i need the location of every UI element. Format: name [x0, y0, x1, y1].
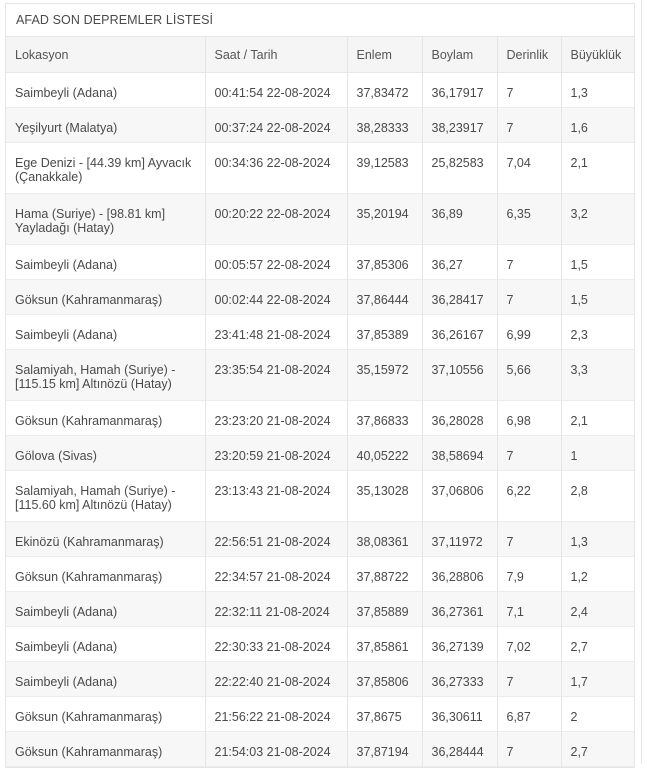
cell-depth: 7,04 [497, 142, 561, 193]
column-header-depth: Derinlik [497, 37, 561, 72]
cell-magnitude: 1 [570, 448, 578, 463]
table-row [6, 349, 634, 400]
cell-time-date: 00:02:44 22-08-2024 [205, 279, 347, 314]
table-body [6, 72, 634, 766]
cell-latitude: 35,13028 [347, 470, 422, 521]
cell-time-date: 00:20:22 22-08-2024 [205, 193, 347, 244]
column-header-longitude: Boylam [422, 37, 497, 72]
table-row [6, 556, 634, 591]
cell-longitude: 36,89 [422, 193, 497, 244]
cell-latitude: 37,83472 [347, 72, 422, 107]
cell-latitude: 40,05222 [347, 435, 422, 470]
cell-depth: 7 [497, 521, 561, 556]
cell-time-date: 22:32:11 21-08-2024 [205, 591, 347, 626]
cell-latitude: 37,85306 [347, 244, 422, 279]
cell-magnitude: 2,1 [570, 413, 588, 428]
cell-magnitude: 3,3 [570, 362, 588, 377]
cell-latitude: 37,85389 [347, 314, 422, 349]
cell-latitude: 35,20194 [347, 193, 422, 244]
cell-time-date: 22:56:51 21-08-2024 [205, 521, 347, 556]
cell-latitude: 35,15972 [347, 349, 422, 400]
cell-latitude: 37,88722 [347, 556, 422, 591]
cell-location: Salamiyah, Hamah (Suriye) - [115.15 km] Altınözü (Hatay) [6, 349, 205, 400]
cell-depth: 7,9 [497, 556, 561, 591]
cell-longitude: 38,23917 [422, 107, 497, 142]
cell-depth: 7 [497, 107, 561, 142]
cell-longitude: 36,28806 [422, 556, 497, 591]
cell-time-date: 23:41:48 21-08-2024 [205, 314, 347, 349]
cell-time-date: 23:23:20 21-08-2024 [205, 400, 347, 435]
cell-longitude: 36,28444 [422, 731, 497, 766]
cell-magnitude: 1,2 [570, 569, 588, 584]
cell-latitude: 37,85806 [347, 661, 422, 696]
earthquake-table [6, 37, 634, 767]
cell-depth: 6,99 [497, 314, 561, 349]
table-row [6, 696, 634, 731]
cell-time-date: 00:41:54 22-08-2024 [205, 72, 347, 107]
column-header-latitude: Enlem [347, 37, 422, 72]
cell-longitude: 25,82583 [422, 142, 497, 193]
cell-location: Saimbeyli (Adana) [6, 591, 205, 626]
cell-time-date: 23:13:43 21-08-2024 [205, 470, 347, 521]
cell-longitude: 36,28417 [422, 279, 497, 314]
cell-location: Salamiyah, Hamah (Suriye) - [115.60 km] Altınözü (Hatay) [6, 470, 205, 521]
cell-time-date: 23:20:59 21-08-2024 [205, 435, 347, 470]
cell-latitude: 37,86444 [347, 279, 422, 314]
column-header-location: Lokasyon [6, 37, 205, 72]
cell-longitude: 36,28028 [422, 400, 497, 435]
cell-time-date: 22:34:57 21-08-2024 [205, 556, 347, 591]
cell-magnitude: 2,7 [570, 639, 588, 654]
cell-magnitude: 2,3 [570, 327, 588, 342]
cell-magnitude: 3,2 [570, 206, 588, 221]
cell-location: Saimbeyli (Adana) [6, 72, 205, 107]
column-header-time-date: Saat / Tarih [205, 37, 347, 72]
cell-depth: 7 [497, 279, 561, 314]
cell-location: Saimbeyli (Adana) [6, 244, 205, 279]
cell-depth: 7,1 [497, 591, 561, 626]
cell-magnitude: 1,5 [570, 257, 588, 272]
cell-magnitude: 1,6 [570, 120, 588, 135]
cell-longitude: 37,11972 [422, 521, 497, 556]
table-header-row [6, 37, 634, 72]
cell-location: Saimbeyli (Adana) [6, 314, 205, 349]
cell-longitude: 36,27361 [422, 591, 497, 626]
table-row [6, 142, 634, 193]
cell-magnitude: 1,3 [570, 85, 588, 100]
cell-location: Göksun (Kahramanmaraş) [6, 731, 205, 766]
cell-time-date: 21:56:22 21-08-2024 [205, 696, 347, 731]
table-row [6, 626, 634, 661]
table-row [6, 470, 634, 521]
cell-location: Hama (Suriye) - [98.81 km] Yayladağı (Hatay) [6, 193, 205, 244]
cell-location: Yeşilyurt (Malatya) [6, 107, 205, 142]
cell-location: Saimbeyli (Adana) [6, 626, 205, 661]
cell-location: Gölova (Sivas) [6, 435, 205, 470]
cell-depth: 7 [497, 72, 561, 107]
cell-time-date: 00:05:57 22-08-2024 [205, 244, 347, 279]
cell-longitude: 36,17917 [422, 72, 497, 107]
cell-magnitude: 2,1 [570, 155, 588, 170]
table-row [6, 400, 634, 435]
cell-location: Göksun (Kahramanmaraş) [6, 279, 205, 314]
table-row [6, 591, 634, 626]
cell-time-date: 00:34:36 22-08-2024 [205, 142, 347, 193]
cell-depth: 6,35 [497, 193, 561, 244]
cell-depth: 7,02 [497, 626, 561, 661]
cell-magnitude: 2,4 [570, 604, 588, 619]
cell-magnitude: 1,7 [570, 674, 588, 689]
table-row [6, 521, 634, 556]
cell-magnitude: 1,3 [570, 534, 588, 549]
table-row [6, 731, 634, 766]
cell-location: Saimbeyli (Adana) [6, 661, 205, 696]
cell-latitude: 38,08361 [347, 521, 422, 556]
cell-depth: 6,87 [497, 696, 561, 731]
cell-longitude: 36,26167 [422, 314, 497, 349]
cell-time-date: 23:35:54 21-08-2024 [205, 349, 347, 400]
cell-location: Ege Denizi - [44.39 km] Ayvacık (Çanakkale) [6, 142, 205, 193]
table-row [6, 279, 634, 314]
cell-time-date: 22:30:33 21-08-2024 [205, 626, 347, 661]
cell-location: Göksun (Kahramanmaraş) [6, 400, 205, 435]
cell-magnitude: 2,7 [570, 744, 588, 759]
table-row [6, 435, 634, 470]
cell-depth: 7 [497, 435, 561, 470]
table-row [6, 244, 634, 279]
cell-latitude: 39,12583 [347, 142, 422, 193]
cell-longitude: 37,06806 [422, 470, 497, 521]
cell-latitude: 37,85861 [347, 626, 422, 661]
cell-location: Göksun (Kahramanmaraş) [6, 696, 205, 731]
cell-location: Göksun (Kahramanmaraş) [6, 556, 205, 591]
cell-time-date: 21:54:03 21-08-2024 [205, 731, 347, 766]
cell-depth: 5,66 [497, 349, 561, 400]
cell-latitude: 37,85889 [347, 591, 422, 626]
cell-longitude: 36,27139 [422, 626, 497, 661]
cell-longitude: 36,27333 [422, 661, 497, 696]
table-row [6, 72, 634, 107]
table-row [6, 107, 634, 142]
cell-depth: 7 [497, 244, 561, 279]
table-row [6, 314, 634, 349]
cell-location: Ekinözü (Kahramanmaraş) [6, 521, 205, 556]
cell-longitude: 36,27 [422, 244, 497, 279]
cell-latitude: 37,87194 [347, 731, 422, 766]
scrollbar-track[interactable] [641, 0, 642, 764]
cell-longitude: 37,10556 [422, 349, 497, 400]
earthquake-list-panel [5, 3, 635, 768]
cell-magnitude: 2 [570, 709, 578, 724]
cell-latitude: 37,86833 [347, 400, 422, 435]
cell-latitude: 38,28333 [347, 107, 422, 142]
cell-longitude: 36,30611 [422, 696, 497, 731]
cell-time-date: 00:37:24 22-08-2024 [205, 107, 347, 142]
cell-longitude: 38,58694 [422, 435, 497, 470]
table-row [6, 661, 634, 696]
cell-depth: 7 [497, 731, 561, 766]
cell-latitude: 37,8675 [347, 696, 422, 731]
table-row [6, 193, 634, 244]
cell-depth: 6,22 [497, 470, 561, 521]
cell-depth: 6,98 [497, 400, 561, 435]
cell-magnitude: 1,5 [570, 292, 588, 307]
column-header-magnitude: Büyüklük [570, 48, 622, 62]
panel-title: AFAD SON DEPREMLER LİSTESİ [6, 4, 634, 37]
cell-magnitude: 2,8 [570, 483, 588, 498]
cell-time-date: 22:22:40 21-08-2024 [205, 661, 347, 696]
cell-depth: 7 [497, 661, 561, 696]
